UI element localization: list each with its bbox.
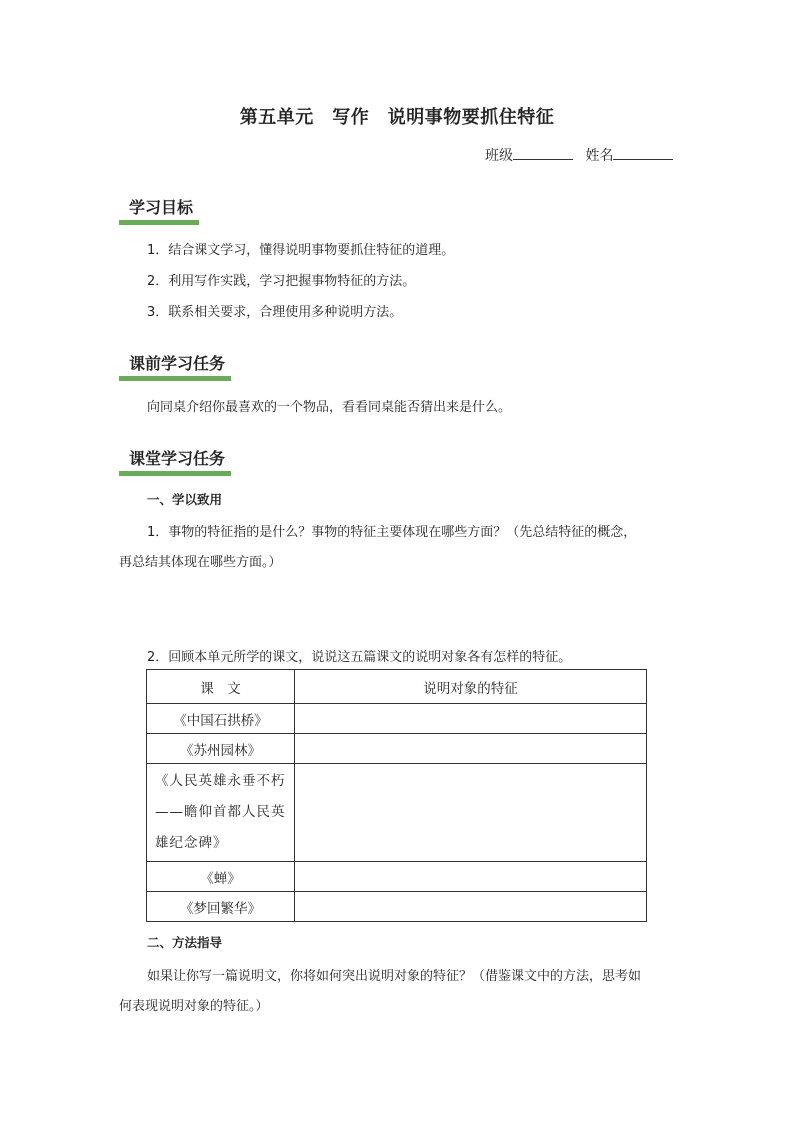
class-blank[interactable]	[513, 146, 573, 160]
pre-class-heading: 课前学习任务	[119, 351, 231, 381]
feature-answer-cell[interactable]	[295, 862, 647, 892]
table-row	[147, 764, 647, 862]
table-row	[147, 704, 647, 734]
in-class-heading: 课堂学习任务	[119, 446, 231, 476]
text-title-cell: 《蝉》	[147, 862, 295, 892]
table-row	[147, 892, 647, 922]
goals-heading: 学习目标	[119, 195, 199, 225]
text-title-cell: 《人民英雄永垂不朽——瞻仰首都人民英雄纪念碑》	[147, 764, 295, 862]
header-feature-col: 说明对象的特征	[295, 670, 647, 704]
features-table	[146, 669, 647, 922]
name-label: 姓名	[585, 148, 614, 164]
question-3-cont: 何表现说明对象的特征。）	[119, 999, 269, 1014]
table-header-row	[147, 670, 647, 704]
table-row	[147, 862, 647, 892]
question-3: 如果让你写一篇说明文，你将如何突出说明对象的特征？（借鉴课文中的方法，思考如	[147, 969, 642, 984]
header-text-col: 课 文	[147, 670, 295, 704]
table-row	[147, 734, 647, 764]
text-title-cell: 《中国石拱桥》	[147, 704, 295, 734]
part2-title: 二、方法指导	[147, 935, 223, 950]
feature-answer-cell[interactable]	[295, 892, 647, 922]
pre-class-task: 向同桌介绍你最喜欢的一个物品，看看同桌能否猜出来是什么。	[147, 400, 512, 415]
goal-item: 2．利用写作实践，学习把握事物特征的方法。	[147, 274, 416, 289]
feature-answer-cell[interactable]	[295, 764, 647, 862]
name-blank[interactable]	[613, 146, 673, 160]
student-info	[485, 145, 681, 165]
text-title-cell: 《苏州园林》	[147, 734, 295, 764]
text-title-cell: 《梦回繁华》	[147, 892, 295, 922]
part1-title: 一、学以致用	[147, 492, 223, 507]
feature-answer-cell[interactable]	[295, 734, 647, 764]
question-1-cont: 再总结其体现在哪些方面。）	[119, 555, 282, 570]
question-1: 1．事物的特征指的是什么？事物的特征主要体现在哪些方面？（先总结特征的概念，	[147, 525, 637, 540]
goal-item: 3．联系相关要求，合理使用多种说明方法。	[147, 305, 403, 320]
feature-answer-cell[interactable]	[295, 704, 647, 734]
question-2: 2．回顾本单元所学的课文，说说这五篇课文的说明对象各有怎样的特征。	[147, 650, 572, 665]
class-label: 班级	[485, 148, 513, 164]
page-title: 第五单元 写作 说明事物要抓住特征	[239, 107, 555, 128]
goal-item: 1．结合课文学习，懂得说明事物要抓住特征的道理。	[147, 243, 455, 258]
